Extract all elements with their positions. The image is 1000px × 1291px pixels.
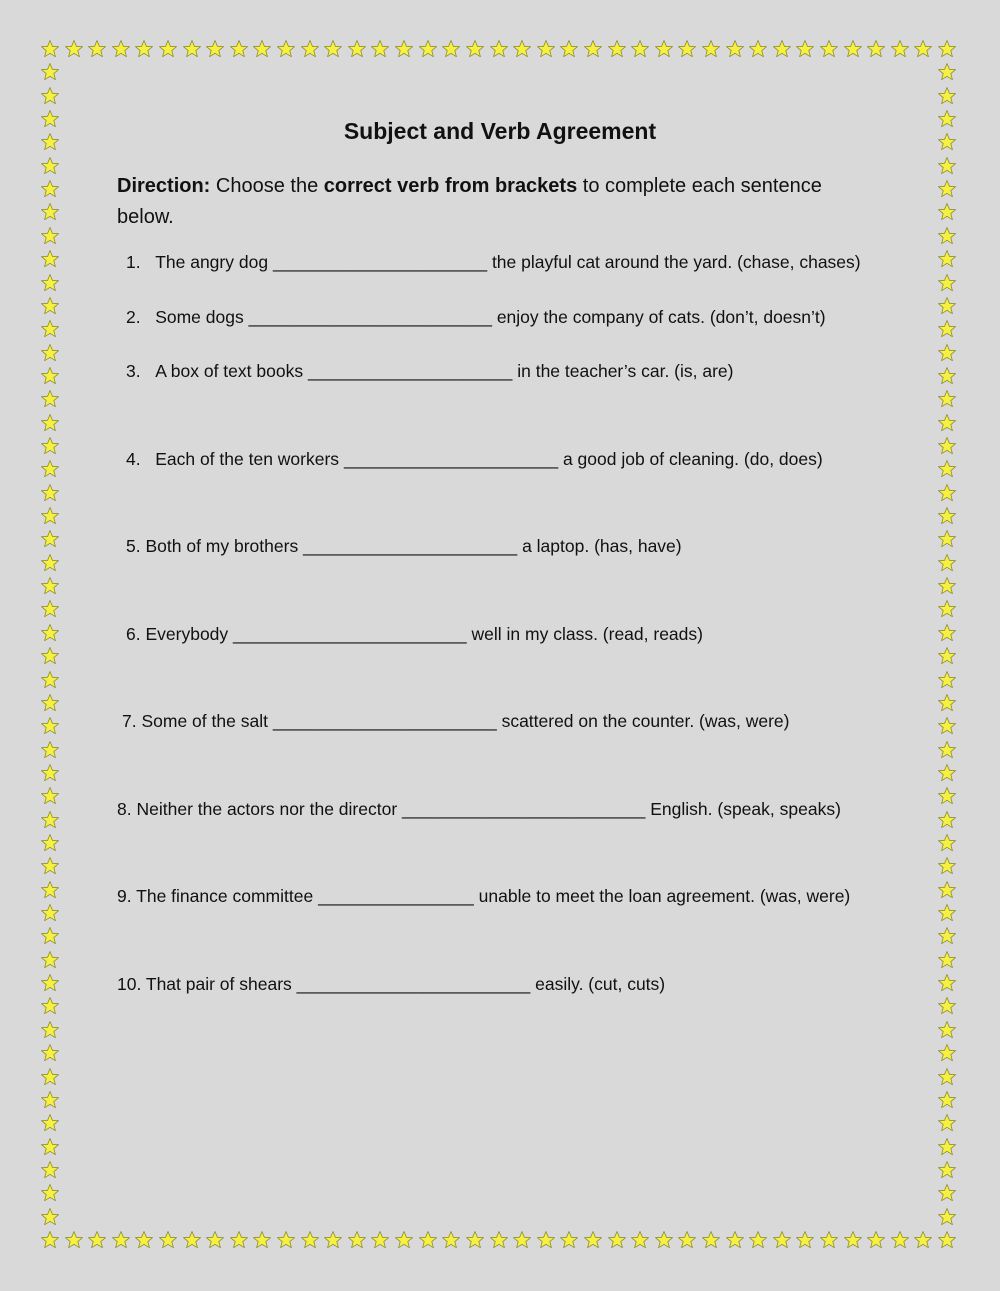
star-icon	[300, 39, 320, 59]
star-icon	[40, 39, 60, 59]
question-2	[126, 307, 826, 328]
star-icon	[40, 973, 60, 993]
star-icon	[937, 646, 957, 666]
question-text-after: a laptop. (has, have)	[522, 536, 682, 556]
star-icon	[748, 1230, 768, 1250]
star-icon	[182, 1230, 202, 1250]
star-icon	[937, 413, 957, 433]
star-icon	[394, 1230, 414, 1250]
star-icon	[654, 39, 674, 59]
star-icon	[418, 1230, 438, 1250]
star-icon	[937, 1137, 957, 1157]
star-icon	[630, 39, 650, 59]
star-icon	[40, 833, 60, 853]
star-icon	[890, 39, 910, 59]
star-icon	[654, 1230, 674, 1250]
star-icon	[40, 670, 60, 690]
directions	[117, 171, 877, 233]
question-8	[117, 799, 841, 820]
star-icon	[937, 389, 957, 409]
question-7	[122, 711, 789, 732]
question-5	[126, 536, 682, 557]
star-icon	[40, 319, 60, 339]
question-text-before: That pair of shears	[145, 974, 292, 994]
question-1	[126, 252, 861, 273]
star-icon	[418, 39, 438, 59]
star-icon	[677, 39, 697, 59]
question-text-after: in the teacher’s car. (is, are)	[517, 361, 734, 381]
star-icon	[111, 39, 131, 59]
star-icon	[937, 670, 957, 690]
star-icon	[40, 693, 60, 713]
star-icon	[40, 226, 60, 246]
star-icon	[323, 39, 343, 59]
star-icon	[937, 716, 957, 736]
star-icon	[40, 156, 60, 176]
star-icon	[229, 1230, 249, 1250]
star-icon	[937, 1160, 957, 1180]
star-icon	[40, 599, 60, 619]
star-icon	[40, 810, 60, 830]
star-icon	[40, 950, 60, 970]
star-icon	[725, 39, 745, 59]
answer-blank[interactable]: _________________________	[402, 799, 646, 819]
question-number: 2.	[126, 307, 141, 327]
star-icon	[489, 39, 509, 59]
question-number: 3.	[126, 361, 141, 381]
star-icon	[937, 86, 957, 106]
star-icon	[937, 1113, 957, 1133]
star-icon	[40, 506, 60, 526]
star-icon	[937, 366, 957, 386]
question-text-after: well in my class. (read, reads)	[471, 624, 703, 644]
star-icon	[937, 273, 957, 293]
question-text-after: easily. (cut, cuts)	[535, 974, 666, 994]
star-icon	[937, 343, 957, 363]
star-icon	[583, 1230, 603, 1250]
star-icon	[441, 39, 461, 59]
question-text-after: the playful cat around the yard. (chase, chases)	[491, 252, 861, 272]
star-icon	[40, 740, 60, 760]
star-icon	[937, 763, 957, 783]
question-text-after: a good job of cleaning. (do, does)	[562, 449, 823, 469]
star-icon	[937, 693, 957, 713]
star-icon	[40, 1207, 60, 1227]
direction-bold: correct verb from brackets	[323, 175, 578, 197]
star-icon	[913, 39, 933, 59]
star-icon	[937, 880, 957, 900]
star-icon	[772, 1230, 792, 1250]
star-icon	[677, 1230, 697, 1250]
star-icon	[394, 39, 414, 59]
question-10	[117, 974, 665, 995]
question-text-before: Both of my brothers	[145, 536, 299, 556]
star-icon	[843, 1230, 863, 1250]
star-icon	[725, 1230, 745, 1250]
star-icon	[937, 856, 957, 876]
star-icon	[795, 1230, 815, 1250]
star-icon	[937, 599, 957, 619]
star-icon	[40, 436, 60, 456]
star-icon	[205, 1230, 225, 1250]
star-icon	[370, 1230, 390, 1250]
answer-blank[interactable]: ______________________	[303, 536, 518, 556]
star-icon	[748, 39, 768, 59]
page-title: Subject and Verb Agreement	[343, 118, 657, 144]
question-number: 1.	[126, 252, 141, 272]
answer-blank[interactable]: ________________________	[296, 974, 531, 994]
star-icon	[64, 39, 84, 59]
star-icon	[347, 39, 367, 59]
star-icon	[937, 202, 957, 222]
star-icon	[937, 833, 957, 853]
star-icon	[512, 39, 532, 59]
star-icon	[937, 950, 957, 970]
question-text-after: unable to meet the loan agreement. (was, were)	[478, 886, 851, 906]
star-icon	[40, 763, 60, 783]
star-icon	[843, 39, 863, 59]
star-icon	[252, 39, 272, 59]
star-icon	[630, 1230, 650, 1250]
star-icon	[276, 39, 296, 59]
star-icon	[937, 810, 957, 830]
question-number: 8.	[117, 799, 132, 819]
star-icon	[819, 1230, 839, 1250]
star-icon	[937, 39, 957, 59]
star-icon	[205, 39, 225, 59]
star-icon	[40, 856, 60, 876]
star-icon	[40, 576, 60, 596]
star-icon	[229, 39, 249, 59]
star-icon	[937, 576, 957, 596]
star-icon	[559, 1230, 579, 1250]
star-icon	[40, 86, 60, 106]
star-icon	[819, 39, 839, 59]
star-icon	[40, 1160, 60, 1180]
question-text-before: Everybody	[145, 624, 229, 644]
star-icon	[937, 483, 957, 503]
star-icon	[40, 926, 60, 946]
star-icon	[913, 1230, 933, 1250]
star-icon	[937, 996, 957, 1016]
star-icon	[87, 1230, 107, 1250]
star-icon	[559, 39, 579, 59]
question-number: 4.	[126, 449, 141, 469]
star-icon	[937, 179, 957, 199]
question-text-before: A box of text books	[155, 361, 304, 381]
answer-blank[interactable]: ______________________	[343, 449, 559, 469]
star-icon	[300, 1230, 320, 1250]
star-icon	[40, 62, 60, 82]
star-icon	[937, 973, 957, 993]
star-icon	[937, 903, 957, 923]
star-icon	[40, 716, 60, 736]
star-icon	[40, 179, 60, 199]
star-icon	[347, 1230, 367, 1250]
question-text-before: The angry dog	[155, 252, 269, 272]
star-icon	[937, 1090, 957, 1110]
star-icon	[134, 1230, 154, 1250]
star-icon	[536, 39, 556, 59]
star-icon	[40, 366, 60, 386]
question-number: 10.	[117, 974, 142, 994]
star-icon	[158, 39, 178, 59]
star-icon	[40, 1020, 60, 1040]
star-icon	[937, 1207, 957, 1227]
answer-blank[interactable]: ________________	[318, 886, 474, 906]
question-number: 6.	[126, 624, 141, 644]
star-icon	[512, 1230, 532, 1250]
answer-blank[interactable]: _______________________	[272, 711, 497, 731]
star-icon	[937, 249, 957, 269]
star-icon	[40, 1067, 60, 1087]
star-icon	[937, 296, 957, 316]
question-text-before: Each of the ten workers	[155, 449, 340, 469]
direction-text-1: Choose the	[210, 175, 324, 197]
star-icon	[40, 273, 60, 293]
answer-blank[interactable]: _________________________	[248, 307, 492, 327]
star-icon	[40, 529, 60, 549]
star-icon	[890, 1230, 910, 1250]
star-icon	[937, 226, 957, 246]
star-icon	[40, 646, 60, 666]
star-icon	[937, 1183, 957, 1203]
question-9	[117, 886, 850, 907]
star-icon	[937, 1067, 957, 1087]
star-icon	[40, 1230, 60, 1250]
star-icon	[276, 1230, 296, 1250]
question-text-before: Neither the actors nor the director	[136, 799, 398, 819]
star-icon	[937, 1043, 957, 1063]
question-number: 9.	[117, 886, 132, 906]
star-icon	[40, 553, 60, 573]
star-icon	[40, 1113, 60, 1133]
answer-blank[interactable]: ________________________	[233, 624, 467, 644]
star-icon	[937, 926, 957, 946]
star-icon	[64, 1230, 84, 1250]
star-icon	[866, 39, 886, 59]
question-number: 7.	[122, 711, 137, 731]
star-icon	[937, 740, 957, 760]
star-icon	[937, 553, 957, 573]
star-icon	[701, 1230, 721, 1250]
question-text-before: The finance committee	[136, 886, 314, 906]
star-icon	[536, 1230, 556, 1250]
star-icon	[40, 1183, 60, 1203]
question-text-after: enjoy the company of cats. (don’t, doesn’t)	[496, 307, 826, 327]
answer-blank[interactable]: ______________________	[272, 252, 488, 272]
star-icon	[158, 1230, 178, 1250]
question-text-before: Some of the salt	[141, 711, 268, 731]
star-icon	[465, 39, 485, 59]
star-icon	[441, 1230, 461, 1250]
star-icon	[607, 39, 627, 59]
star-icon	[111, 1230, 131, 1250]
star-icon	[937, 459, 957, 479]
star-icon	[937, 319, 957, 339]
question-6	[126, 624, 703, 645]
question-text-after: scattered on the counter. (was, were)	[501, 711, 790, 731]
star-icon	[937, 436, 957, 456]
star-icon	[489, 1230, 509, 1250]
star-icon	[40, 296, 60, 316]
star-icon	[40, 903, 60, 923]
star-icon	[323, 1230, 343, 1250]
star-icon	[40, 880, 60, 900]
star-icon	[40, 389, 60, 409]
star-icon	[182, 39, 202, 59]
question-number: 5.	[126, 536, 141, 556]
star-icon	[40, 1090, 60, 1110]
question-3	[126, 361, 733, 382]
star-icon	[701, 39, 721, 59]
direction-text-2: to complete each sentence below.	[117, 175, 822, 228]
star-icon	[40, 483, 60, 503]
star-icon	[937, 1020, 957, 1040]
star-icon	[937, 506, 957, 526]
star-icon	[866, 1230, 886, 1250]
star-icon	[134, 39, 154, 59]
star-icon	[252, 1230, 272, 1250]
question-text-before: Some dogs	[155, 307, 244, 327]
star-icon	[40, 202, 60, 222]
direction-label: Direction:	[117, 175, 211, 197]
star-icon	[795, 39, 815, 59]
star-icon	[937, 156, 957, 176]
star-icon	[40, 1137, 60, 1157]
star-icon	[937, 62, 957, 82]
question-4	[126, 449, 823, 470]
star-icon	[40, 996, 60, 1016]
star-icon	[40, 343, 60, 363]
star-icon	[40, 459, 60, 479]
star-icon	[607, 1230, 627, 1250]
star-icon	[937, 623, 957, 643]
star-icon	[937, 786, 957, 806]
star-icon	[87, 39, 107, 59]
star-icon	[40, 249, 60, 269]
question-text-after: English. (speak, speaks)	[650, 799, 841, 819]
star-icon	[772, 39, 792, 59]
star-icon	[583, 39, 603, 59]
star-icon	[40, 413, 60, 433]
star-icon	[40, 786, 60, 806]
star-icon	[465, 1230, 485, 1250]
star-icon	[370, 39, 390, 59]
star-icon	[40, 1043, 60, 1063]
star-icon	[937, 529, 957, 549]
answer-blank[interactable]: _____________________	[307, 361, 513, 381]
star-icon	[937, 1230, 957, 1250]
star-icon	[40, 623, 60, 643]
